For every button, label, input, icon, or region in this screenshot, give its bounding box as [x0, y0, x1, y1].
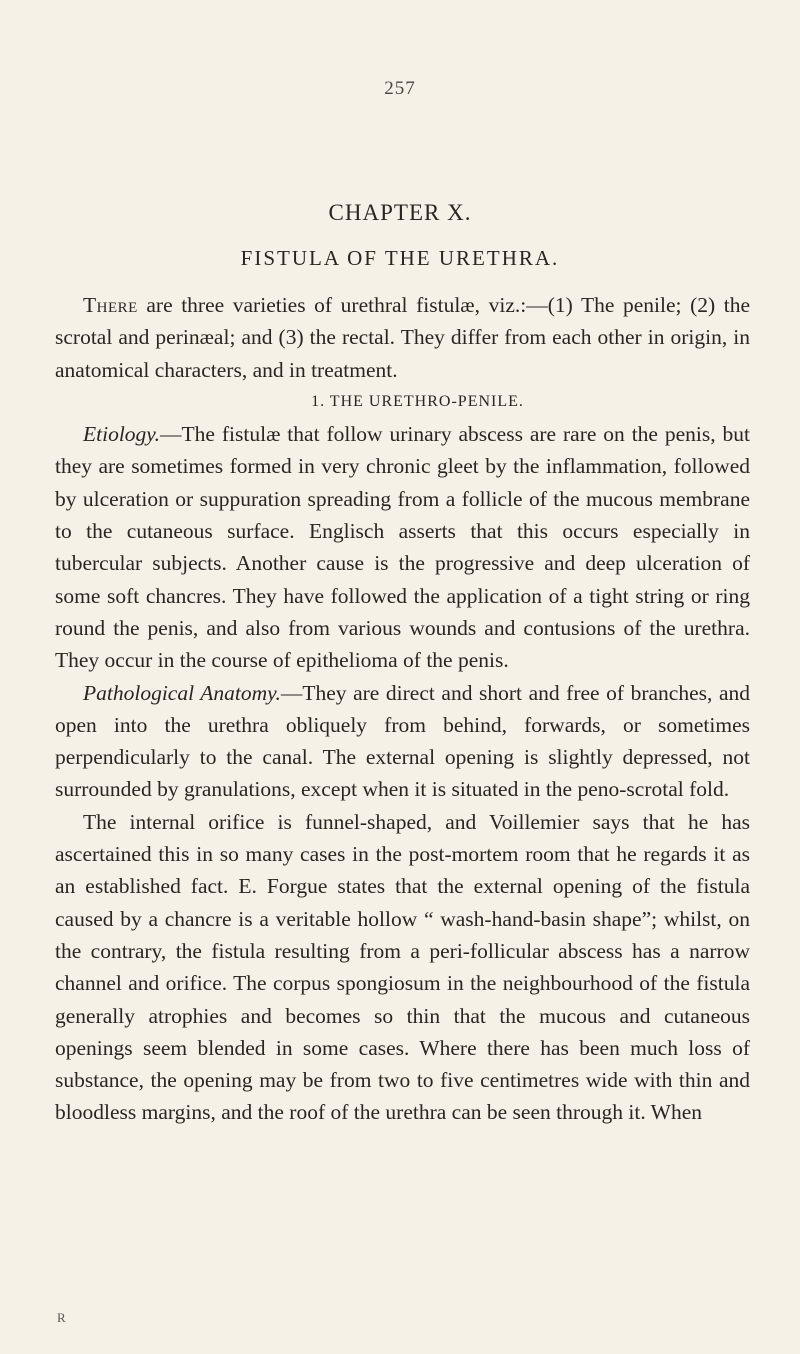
etiology-heading: Etiology. [83, 422, 161, 447]
chapter-title: FISTULA OF THE URETHRA. [240, 246, 560, 270]
intro-lead-word: There [83, 293, 138, 317]
body-text [55, 289, 750, 1129]
etiology-text: —The fistulæ that follow urinary abscess are rare on the penis, but they are sometimes formed in very chronic gleet by the inflammation, followed by ulceration or suppuration spreading from a follicle of the mucous membrane to the cutaneous surface. Englisch asserts that this occurs especially in tubercular subjects. Another cause is the progressive and deep ulceration of some soft chancres. They have followed the application of a tight string or ring round the penis, and also from various wounds and contusions of the urethra. They occur in the course of epithelioma of the penis. [55, 422, 750, 673]
pathology-text: —They are direct and short and free of branches, and open into the urethra obliquely from behind, forwards, or sometimes perpendicularly to the canal. The external opening is slightly depressed, not surrounded by granulations, except when it is situated in the peno-scrotal fold. [55, 680, 750, 802]
signature-mark: R [57, 1310, 66, 1325]
chapter-heading: CHAPTER X. [328, 200, 472, 225]
section-heading: 1. THE URETHRO-PENILE. [311, 392, 524, 410]
intro-text: are three varieties of urethral fistulæ, viz.:—(1) The penile; (2) the scrotal and perinæal; and (3) the rectal. They differ from each other in origin, in anatomical characters, and in treatment. [55, 293, 750, 382]
pathology-heading: Pathological Anatomy. [83, 680, 281, 705]
etiology-paragraph [55, 418, 750, 676]
intro-paragraph [55, 289, 750, 386]
internal-orifice-paragraph: The internal orifice is funnel-shaped, and Voillemier says that he has ascertained this in so many cases in the post-mortem room that he regards it as an established fact. E. Forgue states that the external opening of the fistula caused by a chancre is a veritable hollow “ wash-hand-basin shape”; whilst, on the contrary, the fistula resulting from a peri-follicular abscess has a narrow channel and orifice. The corpus spongiosum in the neighbourhood of the fistula generally atrophies and becomes so thin that the mucous and cutaneous openings seem blended in some cases. Where there has been much loss of substance, the opening may be from two to five centimetres wide with thin and bloodless margins, and the roof of the urethra can be seen through it. When [55, 809, 750, 1125]
page-number: 257 [384, 78, 416, 99]
pathology-paragraph [55, 677, 750, 806]
